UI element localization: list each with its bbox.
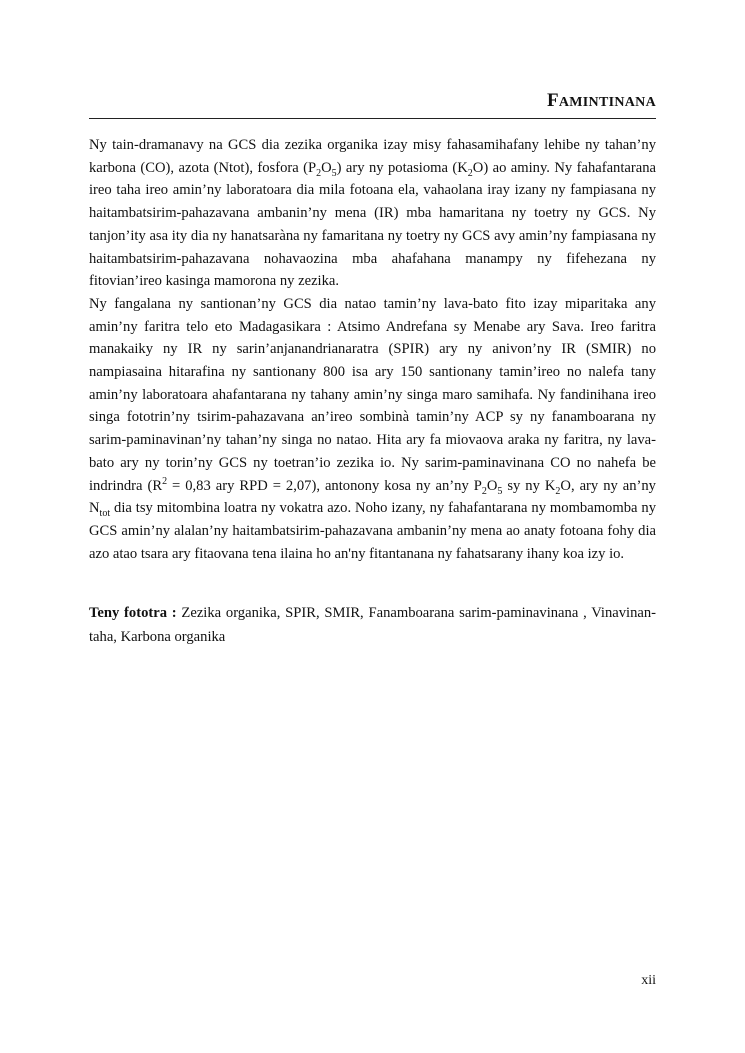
title-initial: F	[546, 90, 559, 111]
subscript: 5	[331, 167, 337, 179]
text-run: Ny fangalana ny santionan’ny GCS dia natao tamin’ny lava-bato fito izay miparitaka any amin’ny faritra telo eto Madagasikara : Atsimo Andrefana sy Menabe ary Sava. Ireo faritra manakaiky ny IR ny sarin’anjanandrianaratra (SPIR) ary ny anivon’ny IR (SMIR) no nampiasaina hitarafina ny santionany 800 isa ary 150 santionany tamin’ireo no nalefa tany amin’ny laboratoara ahafantarana ny tahany amin’ny singa maro samihafa. Ny fandinihana ireo singa fototrin’ny tsirim-pahazavana an’ireo sombinà tamin’ny ACP sy ny fanamboarana ny sarim-paminavinan’ny tahan’ny singa no natao. Hita ary fa miovaova araka ny faritra, ny lava-bato ary ny torin’ny GCS ny toetran’io zezika io. Ny sarim-paminavinana CO no nahefa be indrindra (R	[89, 295, 656, 494]
superscript: 2	[162, 475, 168, 487]
subscript: 5	[497, 485, 503, 497]
abstract-paragraph-2	[89, 293, 656, 565]
subscript: 2	[467, 167, 473, 179]
text-run: O, ary ny an’ny N	[89, 477, 656, 517]
text-run: sy ny K	[502, 477, 556, 494]
keywords-label: Teny fototra :	[89, 604, 177, 621]
abstract-body	[89, 134, 656, 565]
subscript: 2	[555, 485, 561, 497]
page-number: xii	[641, 973, 656, 988]
text-run: dia tsy mitombina loatra ny vokatra azo. Noho izany, ny fahafantarana ny mombamomba ny GCS amin’ny alalan’ny haitambatsirim-pahazavana ambanin’ny mena ao anaty fotoana fohy dia azo atao tsara ary fitaovana tena ilaina ho an'ny fitantanana ny fahatsarany ihany koa izy io.	[89, 500, 656, 562]
text-run: O	[321, 159, 332, 176]
title-rest: AMINTINANA	[558, 95, 656, 110]
subscript: 2	[316, 167, 322, 179]
text-run: O	[486, 477, 498, 494]
subscript: 2	[481, 485, 487, 497]
text-run: O) ao aminy. Ny fahafantarana ireo taha ireo amin’ny laboratoara dia mila fotoana ela, vahaolana iray izany ny fampiasana ny haitambatsirim-pahazavana ambanin’ny mena (IR) mba hamaritana ny toetry ny GCS. Ny tanjon’ity asa ity dia ny hanatsaràna ny famaritana ny toetry ny GCS avy amin’ny fampiasana ny haitambatsirim-pahazavana nohavaozina mba ahafahana manampy ny fifehezana ny fitovian’ireo kasinga mamorona ny zezika.	[89, 159, 656, 290]
page-title	[89, 90, 656, 119]
subscript: tot	[99, 508, 111, 520]
abstract-paragraph-1	[89, 134, 656, 293]
text-run: ) ary ny potasioma (K	[336, 159, 468, 176]
text-run: Ny tain-dramanavy na GCS dia zezika organika izay misy fahasamihafany lehibe ny tahan’ny karbona (CO), azota (Ntot), fosfora (P	[89, 137, 656, 176]
text-run: = 0,83 ary RPD = 2,07), antonony kosa ny an’ny P	[167, 477, 482, 494]
keywords-text: Zezika organika, SPIR, SMIR, Fanamboarana sarim-paminavinana , Vinavinan-taha, Karbona organika	[89, 604, 657, 645]
keywords	[89, 601, 656, 649]
